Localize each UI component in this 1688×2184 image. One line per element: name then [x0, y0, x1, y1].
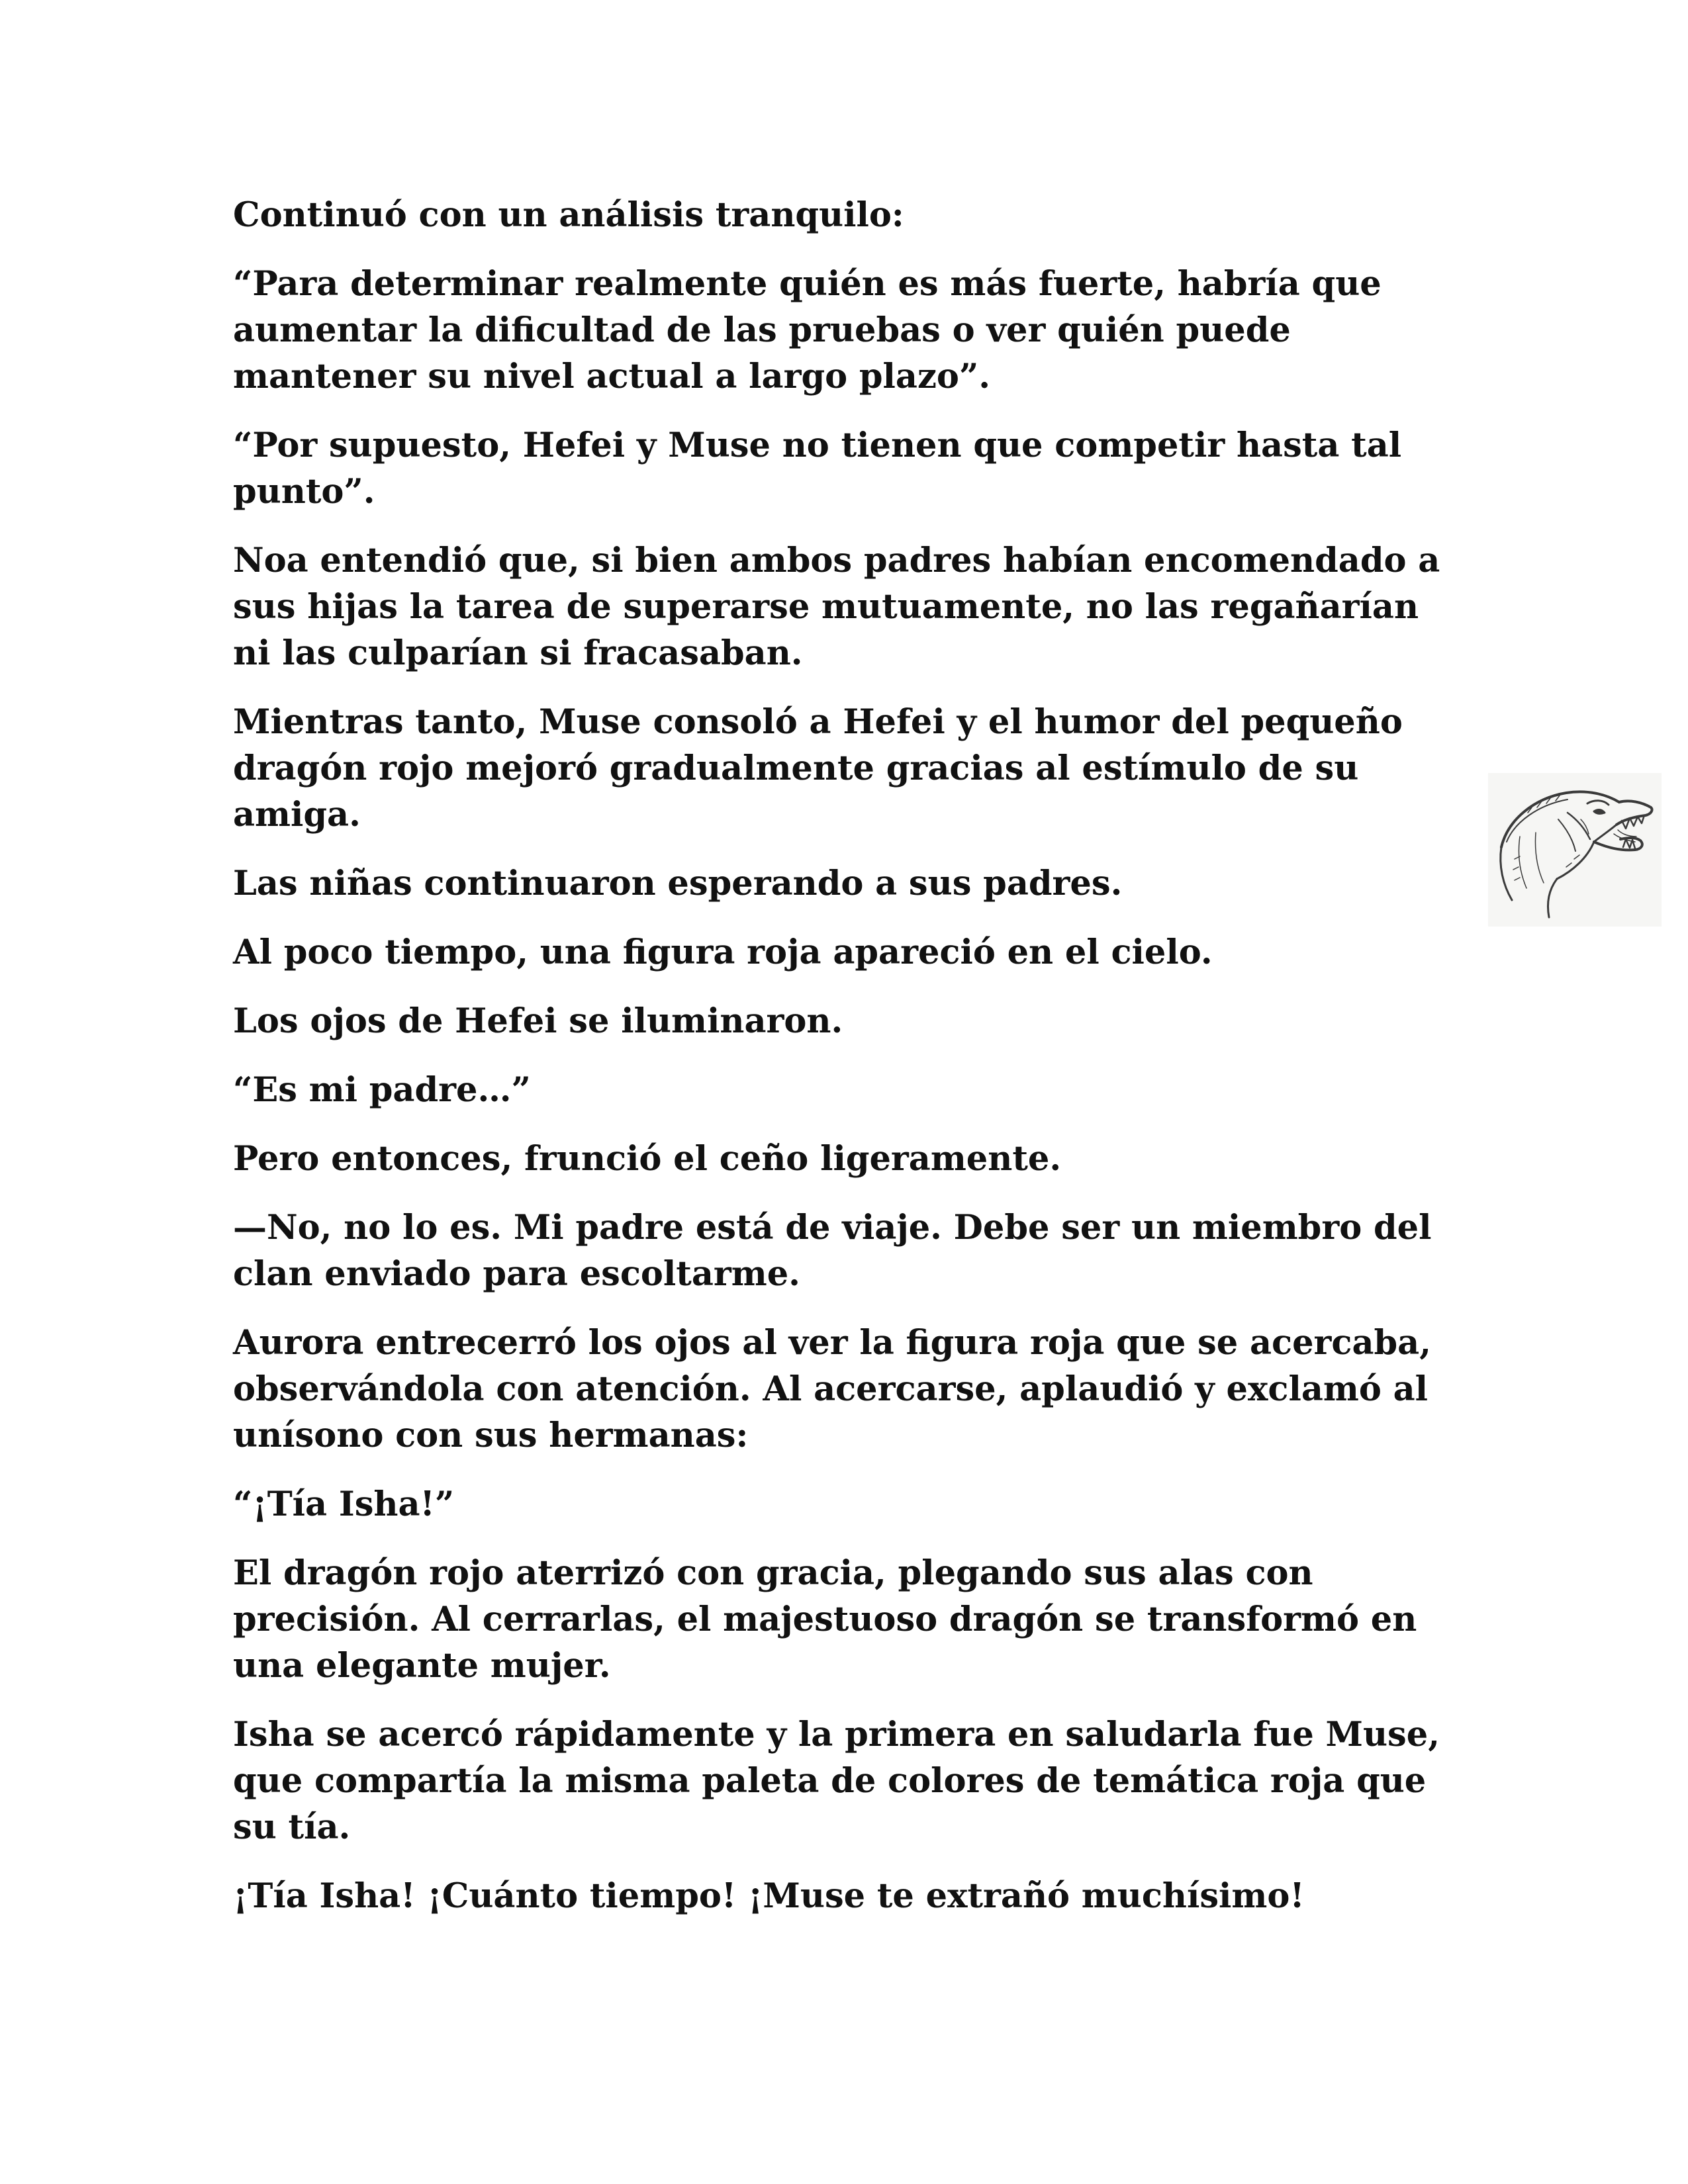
paragraph: Al poco tiempo, una figura roja apareció en el cielo. — [233, 933, 1213, 972]
paragraph: “Es mi padre…” — [233, 1070, 531, 1110]
paragraph: Aurora entrecerró los ojos al ver la figura roja que se acercaba, observándola con atención. Al acercarse, aplaudió y exclamó al unísono con sus hermanas: — [233, 1323, 1431, 1455]
paragraph: Isha se acercó rápidamente y la primera en saludarla fue Muse, que compartía la misma paleta de colores de temática roja que su tía. — [233, 1715, 1440, 1847]
paragraph: Pero entonces, frunció el ceño ligeramente. — [233, 1139, 1062, 1179]
paragraph: Mientras tanto, Muse consoló a Hefei y el humor del pequeño dragón rojo mejoró gradualmente gracias al estímulo de su amiga. — [233, 702, 1403, 835]
paragraph: Continuó con un análisis tranquilo: — [233, 195, 904, 235]
body-text — [233, 192, 1458, 1942]
dragon-head-sketch-icon — [1488, 773, 1662, 927]
paragraph: Noa entendió que, si bien ambos padres habían encomendado a sus hijas la tarea de superarse mutuamente, no las regañarían ni las culparían si fracasaban. — [233, 541, 1440, 673]
paragraph: “¡Tía Isha!” — [233, 1484, 455, 1524]
paragraph: —No, no lo es. Mi padre está de viaje. Debe ser un miembro del clan enviado para escoltarme. — [233, 1208, 1432, 1294]
paragraph: ¡Tía Isha! ¡Cuánto tiempo! ¡Muse te extrañó muchísimo! — [233, 1876, 1305, 1916]
paragraph: Los ojos de Hefei se iluminaron. — [233, 1001, 843, 1041]
paragraph: Las niñas continuaron esperando a sus padres. — [233, 864, 1123, 903]
paragraph: “Por supuesto, Hefei y Muse no tienen que competir hasta tal punto”. — [233, 426, 1402, 512]
paragraph: “Para determinar realmente quién es más fuerte, habría que aumentar la dificultad de las pruebas o ver quién puede mantener su nivel actual a largo plazo”. — [233, 264, 1382, 396]
paragraph: El dragón rojo aterrizó con gracia, plegando sus alas con precisión. Al cerrarlas, el majestuoso dragón se transformó en una elegante mujer. — [233, 1553, 1417, 1686]
